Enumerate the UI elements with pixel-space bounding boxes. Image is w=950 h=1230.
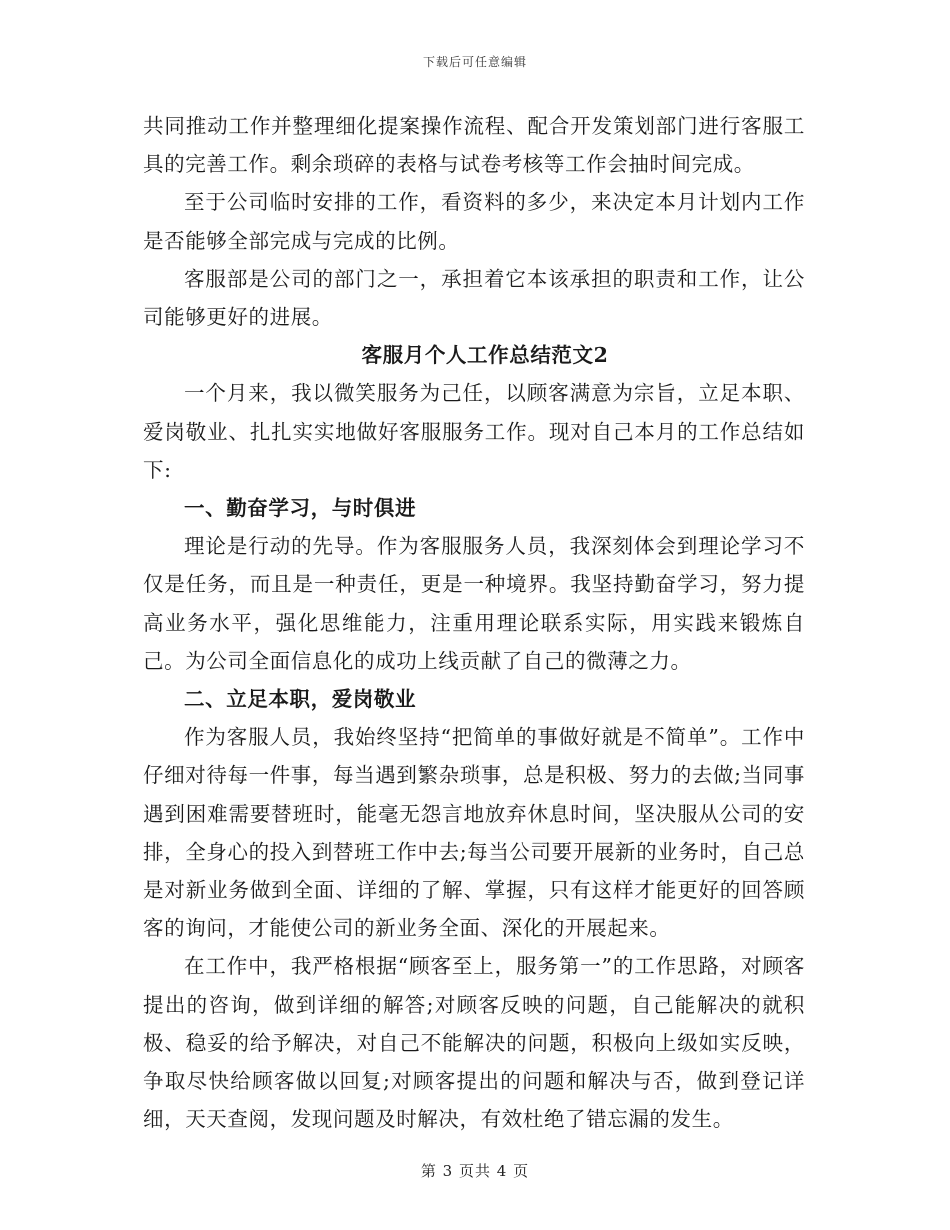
paragraph: 理论是行动的先导。作为客服服务人员，我深刻体会到理论学习不仅是任务，而且是一种责任，更是一种境界。我坚持勤奋学习，努力提高业务水平，强化思维能力，注重用理论联系实际，用实践来锻炼自己。为公司全面信息化的成功上线贡献了自己的微薄之力。: [143, 534, 805, 673]
paragraph: 在工作中，我严格根据“顾客至上，服务第一”的工作思路，对顾客提出的咨询，做到详细的解答;对顾客反映的问题，自己能解决的就积极、稳妥的给予解决，对自己不能解决的问题，积极向上级如实反映，争取尽快给顾客做以回复;对顾客提出的问题和解决与否，做到登记详细，天天查阅，发现问题及时解决，有效杜绝了错忘漏的发生。: [143, 954, 805, 1132]
document-body: [143, 107, 805, 1138]
page-footer: 第 3 页共 4 页: [420, 1162, 530, 1180]
paragraph-continuation: 共同推动工作并整理细化提案操作流程、配合开发策划部门进行客服工具的完善工作。剩余琐碎的表格与试卷考核等工作会抽时间完成。: [143, 114, 805, 177]
subsection-heading: 一、勤奋学习，与时俱进: [184, 496, 417, 521]
paragraph: 至于公司临时安排的工作，看资料的多少，来决定本月计划内工作是否能够全部完成与完成的比例。: [143, 190, 805, 253]
subsection-heading: 二、立足本职，爱岗敬业: [184, 687, 417, 712]
paragraph: 一个月来，我以微笑服务为己任，以顾客满意为宗旨，立足本职、爱岗敬业、扎扎实实地做好客服服务工作。现对自己本月的工作总结如下:: [143, 381, 805, 482]
section-title: 客服月个人工作总结范文2: [361, 343, 609, 368]
paragraph: 客服部是公司的部门之一，承担着它本该承担的职责和工作，让公司能够更好的进展。: [143, 266, 805, 330]
page-header: 下载后可任意编辑: [422, 55, 527, 69]
paragraph: 作为客服人员，我始终坚持“把简单的事做好就是不简单”。工作中仔细对待每一件事，每当遇到繁杂琐事，总是积极、努力的去做;当同事遇到困难需要替班时，能毫无怨言地放弃休息时间，坚决服从公司的安排，全身心的投入到替班工作中去;每当公司要开展新的业务时，自己总是对新业务做到全面、详细的了解、掌握，只有这样才能更好的回答顾客的询问，才能使公司的新业务全面、深化的开展起来。: [143, 725, 805, 941]
